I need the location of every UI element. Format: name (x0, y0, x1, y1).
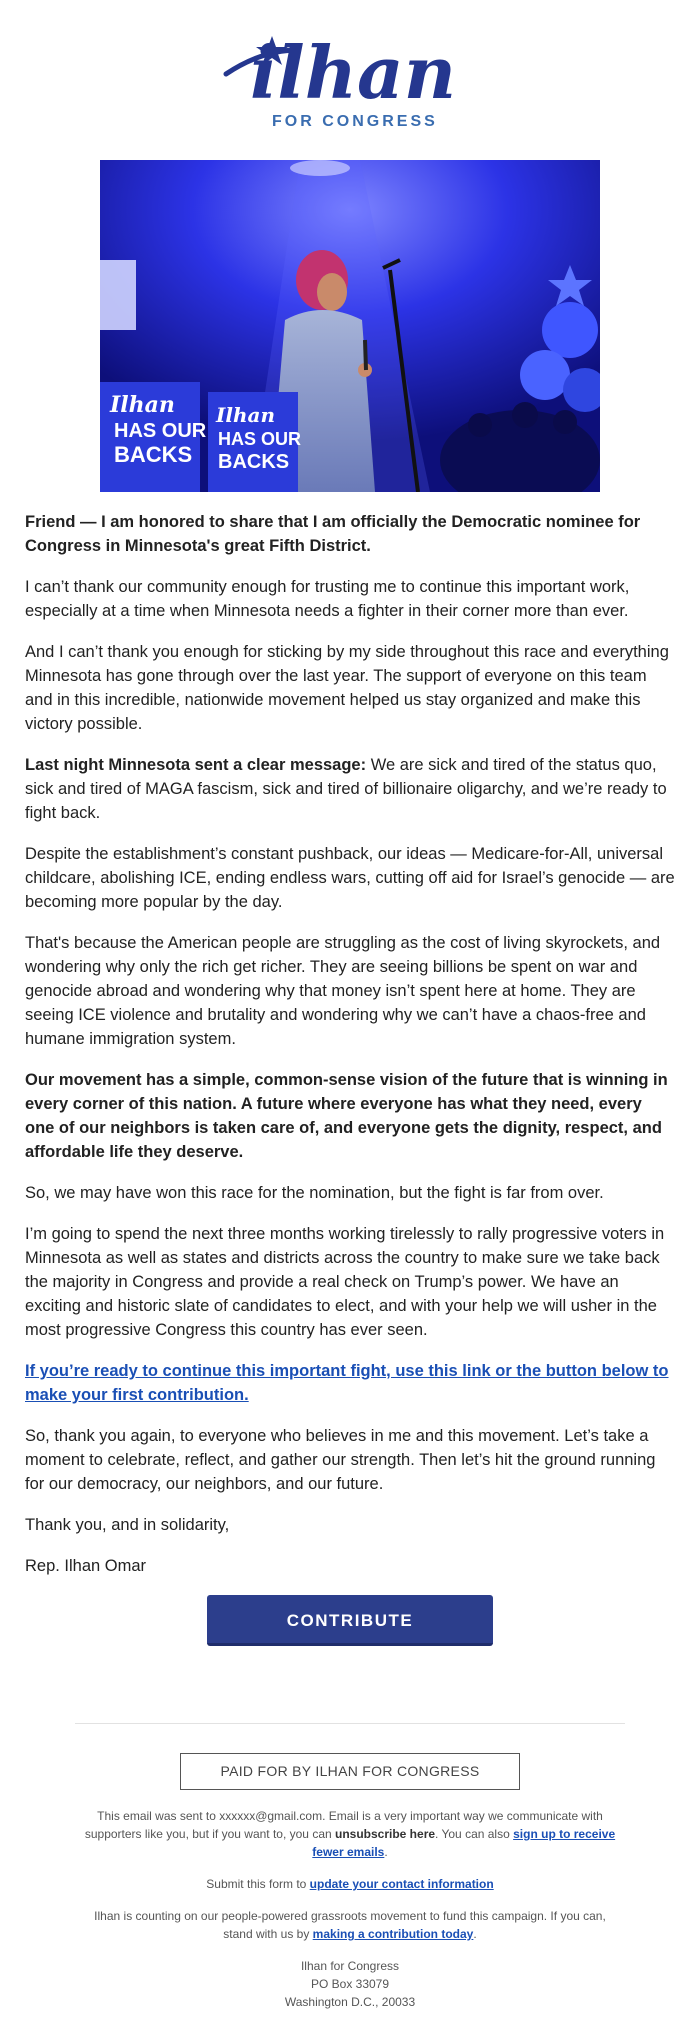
recipient-email: xxxxxx@gmail.com (219, 1809, 323, 1823)
logo-tagline: FOR CONGRESS (272, 113, 438, 130)
paragraph-ideas: Despite the establishment’s constant pushback, our ideas — Medicare-for-All, universal childcare, abolishing ICE, ending endless wars, cutting off aid for Israel’s genocide — are becoming more popular by the day. (25, 845, 675, 911)
paragraph-community: I can’t thank our community enough for trusting me to continue this important work, especially at a time when Minnesota needs a fighter in their corner more than ever. (25, 578, 630, 620)
logo-graphic (220, 28, 480, 133)
sign-left-line1: Ilhan (110, 392, 175, 418)
message-rest: We are sick and tired of the status quo, sick and tired of MAGA fascism, sick and tired of billionaire oligarchy, and we’re ready to fight back. (25, 756, 667, 822)
paragraph-celebrate: So, thank you again, to everyone who believes in me and this movement. Let’s take a moment to celebrate, reflect, and gather our strength. Then let’s hit the ground running for our democracy, our neighbors, and our future. (25, 1427, 656, 1493)
grassroots-end: . (473, 1927, 477, 1941)
mailing-address (80, 1957, 620, 2011)
hero-photo (100, 160, 600, 492)
email-body (25, 510, 675, 1646)
paragraph-fight: So, we may have won this race for the nomination, but the fight is far from over. (25, 1184, 604, 1202)
contribute-button[interactable]: CONTRIBUTE (207, 1595, 493, 1646)
sent-end: . (384, 1845, 388, 1859)
closing-line: Thank you, and in solidarity, (25, 1516, 230, 1534)
footer-divider (75, 1723, 625, 1724)
update-contact-link[interactable]: update your contact information (309, 1877, 494, 1891)
sent-prefix: This email was sent to (97, 1809, 220, 1823)
sign-right-line3: BACKS (218, 451, 290, 473)
sign-right-line2: HAS OUR (218, 429, 302, 449)
unsubscribe-link[interactable]: unsubscribe here (335, 1827, 436, 1841)
sign-left-line3: BACKS (114, 442, 193, 467)
contribution-today-link[interactable]: making a contribution today (312, 1927, 474, 1941)
paragraph-vision: Our movement has a simple, common-sense vision of the future that is winning in every corner of this nation. A future where everyone has what they need, every one of our neighbors is taken care of, and everyone gets the dignity, respect, and affordable life they deserve. (25, 1071, 668, 1161)
paragraph-thanks: And I can’t thank you enough for sticking by my side throughout this race and everything Minnesota has gone through over the last year. The support of everyone on this team and in this incredible, nationwide movement helped us stay organized and make this victory possible. (25, 643, 669, 733)
sign-left-line2: HAS OUR (114, 420, 207, 442)
paragraph-message (25, 753, 675, 825)
message-lead: Last night Minnesota sent a clear message: (25, 756, 367, 774)
sign-right-line1: Ilhan (216, 403, 275, 427)
footer-grassroots-notice (80, 1907, 620, 1943)
address-line-2: PO Box 33079 (310, 1977, 390, 1991)
sent-mid2: . You can also (435, 1827, 514, 1841)
fewer-emails-link[interactable]: sign up to receive fewer emails (312, 1827, 616, 1859)
grassroots-prefix: Ilhan is counting on our people-powered grassroots movement to fund this campaign. If you can, stand with us by (94, 1909, 606, 1941)
button-container (25, 1595, 675, 1646)
form-prefix: Submit this form to (206, 1877, 310, 1891)
hero-illustration (100, 160, 600, 492)
contribute-text-link[interactable]: If you’re ready to continue this important fight, use this link or the button below to make your first contribution. (25, 1362, 669, 1404)
paragraph-plan: I’m going to spend the next three months working tirelessly to rally progressive voters in Minnesota as well as states and districts across the country to make sure we take back the majority in Congress and provide a real check on Trump’s power. We have an exciting and historic slate of candidates to elect, and with your help we will usher in the most progressive Congress this country has ever seen. (25, 1225, 665, 1339)
sent-mid: . Email is a very important way we communicate with supporters like you, but if you want to, you can (84, 1809, 603, 1841)
campaign-logo[interactable] (0, 28, 700, 133)
paragraph-struggle: That's because the American people are struggling as the cost of living skyrockets, and wondering why only the rich get richer. They are seeing billions be spent on war and genocide abroad and wondering why that money isn’t spent here at home. They are seeing ICE violence and brutality and wondering why we can’t have a chaos-free and humane immigration system. (25, 934, 661, 1048)
footer (80, 1807, 620, 2011)
contribute-link-paragraph (25, 1359, 675, 1407)
signature: Rep. Ilhan Omar (25, 1557, 147, 1575)
footer-sent-notice (80, 1807, 620, 1861)
paid-for-box: PAID FOR BY ILHAN FOR CONGRESS (180, 1753, 520, 1790)
footer-update-notice (80, 1875, 620, 1893)
intro-paragraph: Friend — I am honored to share that I am officially the Democratic nominee for Congress in Minnesota's great Fifth District. (25, 513, 641, 555)
address-line-1: Ilhan for Congress (300, 1959, 400, 1973)
logo-word: ilhan (250, 30, 457, 115)
address-line-3: Washington D.C., 20033 (284, 1995, 416, 2009)
